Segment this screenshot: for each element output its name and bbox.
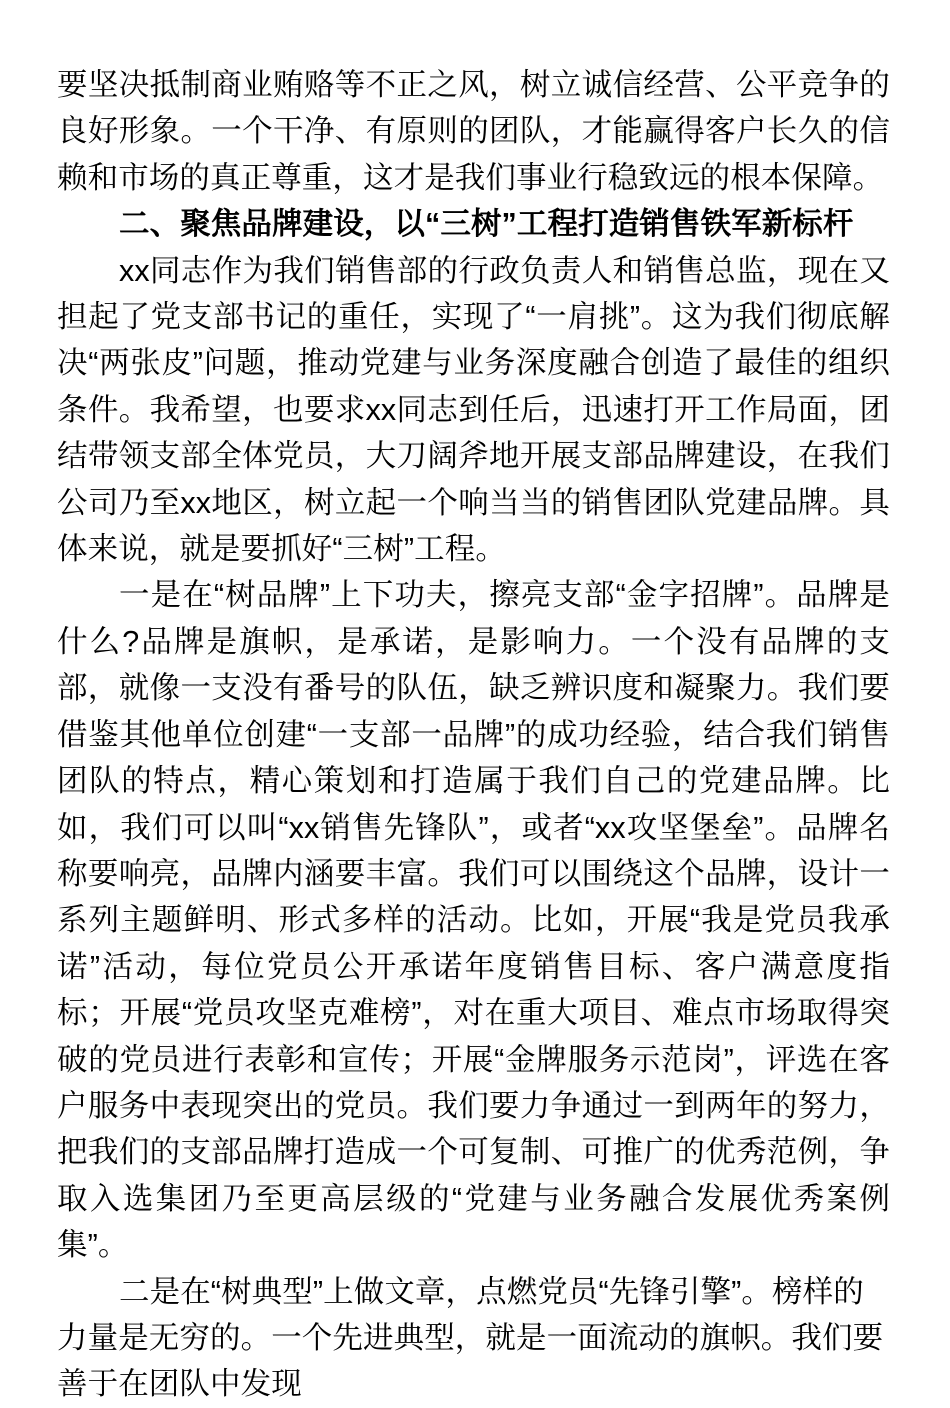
paragraph-point-two-model: 二是在“树典型”上做文章，点燃党员“先锋引擎”。榜样的力量是无穷的。一个先进典型，就是一面流动的旗帜。我们要善于在团队中发现 (57, 1274, 884, 1402)
paragraph-brand-construction-intro: xx同志作为我们销售部的行政负责人和销售总监，现在又担起了党支部书记的重任，实现了“一肩挑”。这为我们彻底解决“两张皮”问题，推动党建与业务深度融合创造了最佳的组织条件。我希望，也要求xx同志到任后，迅速打开工作局面，团结带领支部全体党员，大刀阔斧地开展支部品牌建设，在我们公司乃至xx地区，树立起一个响当当的销售团队党建品牌。具体来说，就是要抓好“三树”工程。 (57, 253, 890, 567)
paragraph-continuation-integrity: 要坚决抵制商业贿赂等不正之风，树立诚信经营、公平竞争的良好形象。一个干净、有原则的团队，才能赢得客户长久的信赖和市场的真正尊重，这才是我们事业行稳致远的根本保障。 (57, 68, 890, 195)
document-body (57, 62, 890, 1408)
heading-section-two: 二、聚焦品牌建设，以“三树”工程打造销售铁军新标杆 (119, 207, 854, 242)
paragraph-point-one-brand: 一是在“树品牌”上下功夫，擦亮支部“金字招牌”。品牌是什么?品牌是旗帜，是承诺，是影响力。一个没有品牌的支部，就像一支没有番号的队伍，缺乏辨识度和凝聚力。我们要借鉴其他单位创建“一支部一品牌”的成功经验，结合我们销售团队的特点，精心策划和打造属于我们自己的党建品牌。比如，我们可以叫“xx销售先锋队”，或者“xx攻坚堡垒”。品牌名称要响亮，品牌内涵要丰富。我们可以围绕这个品牌，设计一系列主题鲜明、形式多样的活动。比如，开展“我是党员我承诺”活动，每位党员公开承诺年度销售目标、客户满意度指标；开展“党员攻坚克难榜”，对在重大项目、难点市场取得突破的党员进行表彰和宣传；开展“金牌服务示范岗”，评选在客户服务中表现突出的党员。我们要力争通过一到两年的努力，把我们的支部品牌打造成一个可复制、可推广的优秀范例，争取入选集团乃至更高层级的“党建与业务融合发展优秀案例集”。 (57, 578, 890, 1263)
